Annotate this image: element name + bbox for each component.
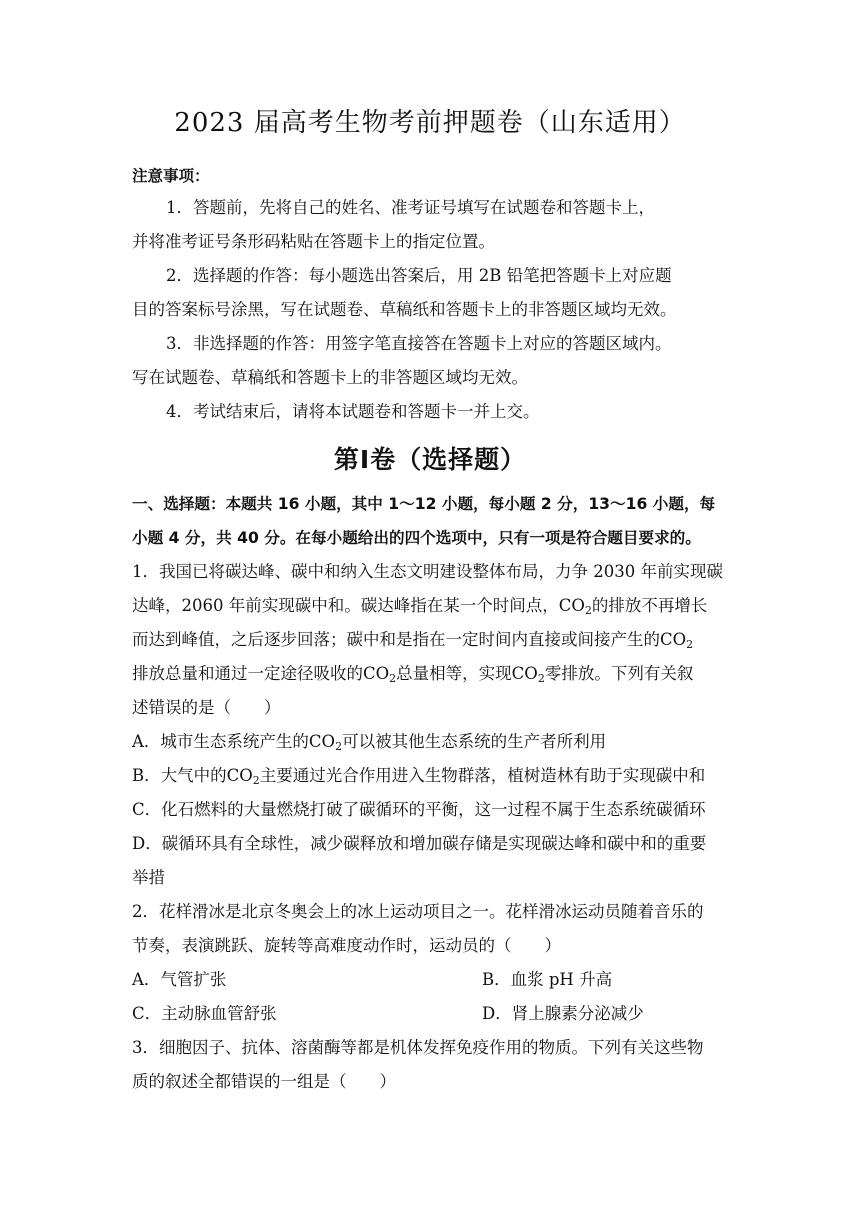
notice-line: 2．选择题的作答：每小题选出答案后，用 2B 铅笔把答题卡上对应题 (166, 266, 672, 285)
notice-line: 目的答案标号涂黑，写在试题卷、草稿纸和答题卡上的非答题区域均无效。 (132, 300, 677, 319)
question-2-text: 节奏，表演跳跃、旋转等高难度动作时，运动员的（ ） (132, 936, 561, 955)
notice-line: 3．非选择题的作答：用签字笔直接答在答题卡上对应的答题区域内。 (166, 334, 672, 353)
notice-line: 4．考试结束后，请将本试题卷和答题卡一并上交。 (166, 402, 540, 421)
section-instructions: 小题 4 分，共 40 分。在每小题给出的四个选项中，只有一项是符合题目要求的。 (132, 529, 701, 547)
question-3-text: 3．细胞因子、抗体、溶菌酶等都是机体发挥免疫作用的物质。下列有关这些物 (132, 1038, 704, 1057)
question-1-option-c: C．化石燃料的大量燃烧打破了碳循环的平衡，这一过程不属于生态系统碳循环 (132, 800, 706, 819)
question-1-text: 而达到峰值，之后逐步回落；碳中和是指在一定时间内直接或间接产生的$CO_2$ (132, 630, 694, 651)
notice-line: 写在试题卷、草稿纸和答题卡上的非答题区域均无效。 (132, 368, 528, 387)
notice-line: 并将准考证号条形码粘贴在答题卡上的指定位置。 (132, 232, 495, 251)
question-1-text: 1．我国已将碳达峰、碳中和纳入生态文明建设整体布局，力争 2030 年前实现碳 (132, 562, 723, 581)
question-3-text: 质的叙述全都错误的一组是（ ） (132, 1072, 396, 1091)
question-1-text: 排放总量和通过一定途径吸收的$CO_2$总量相等，实现$CO_2$零排放。下列有关叙 (132, 664, 694, 685)
question-1-option-d: 举措 (132, 868, 165, 887)
notice-line: 1．答题前，先将自己的姓名、准考证号填写在试题卷和答题卡上， (166, 198, 655, 217)
question-1-text: 述错误的是（ ） (132, 698, 281, 717)
question-2-option-a: A．气管扩张 (132, 970, 227, 989)
section-title: 第Ⅰ卷（选择题） (333, 445, 527, 474)
question-1-option-b: B．大气中的$CO_2$主要通过光合作用进入生物群落，植树造林有助于实现碳中和 (132, 766, 706, 787)
question-2-option-d: D．肾上腺素分泌减少 (482, 1004, 644, 1023)
section-instructions: 一、选择题：本题共 16 小题，其中 1～12 小题，每小题 2 分，13～16 小题，每 (132, 495, 716, 513)
question-2-option-b: B．血浆 pH 升高 (482, 970, 613, 989)
question-1-option-a: A．城市生态系统产生的$CO_2$可以被其他生态系统的生产者所利用 (132, 732, 607, 753)
notice-heading: 注意事项： (132, 167, 210, 185)
question-2-text: 2．花样滑冰是北京冬奥会上的冰上运动项目之一。花样滑冰运动员随着音乐的 (132, 902, 704, 921)
question-1-text: 达峰，2060 年前实现碳中和。碳达峰指在某一个时间点，$CO_2$的排放不再增长 (132, 596, 708, 617)
question-2-option-c: C．主动脉血管舒张 (132, 1004, 277, 1023)
page-title: 2023 届高考生物考前押题卷（山东适用） (174, 108, 686, 138)
question-1-option-d: D．碳循环具有全球性，减少碳释放和增加碳存储是实现碳达峰和碳中和的重要 (132, 834, 707, 853)
